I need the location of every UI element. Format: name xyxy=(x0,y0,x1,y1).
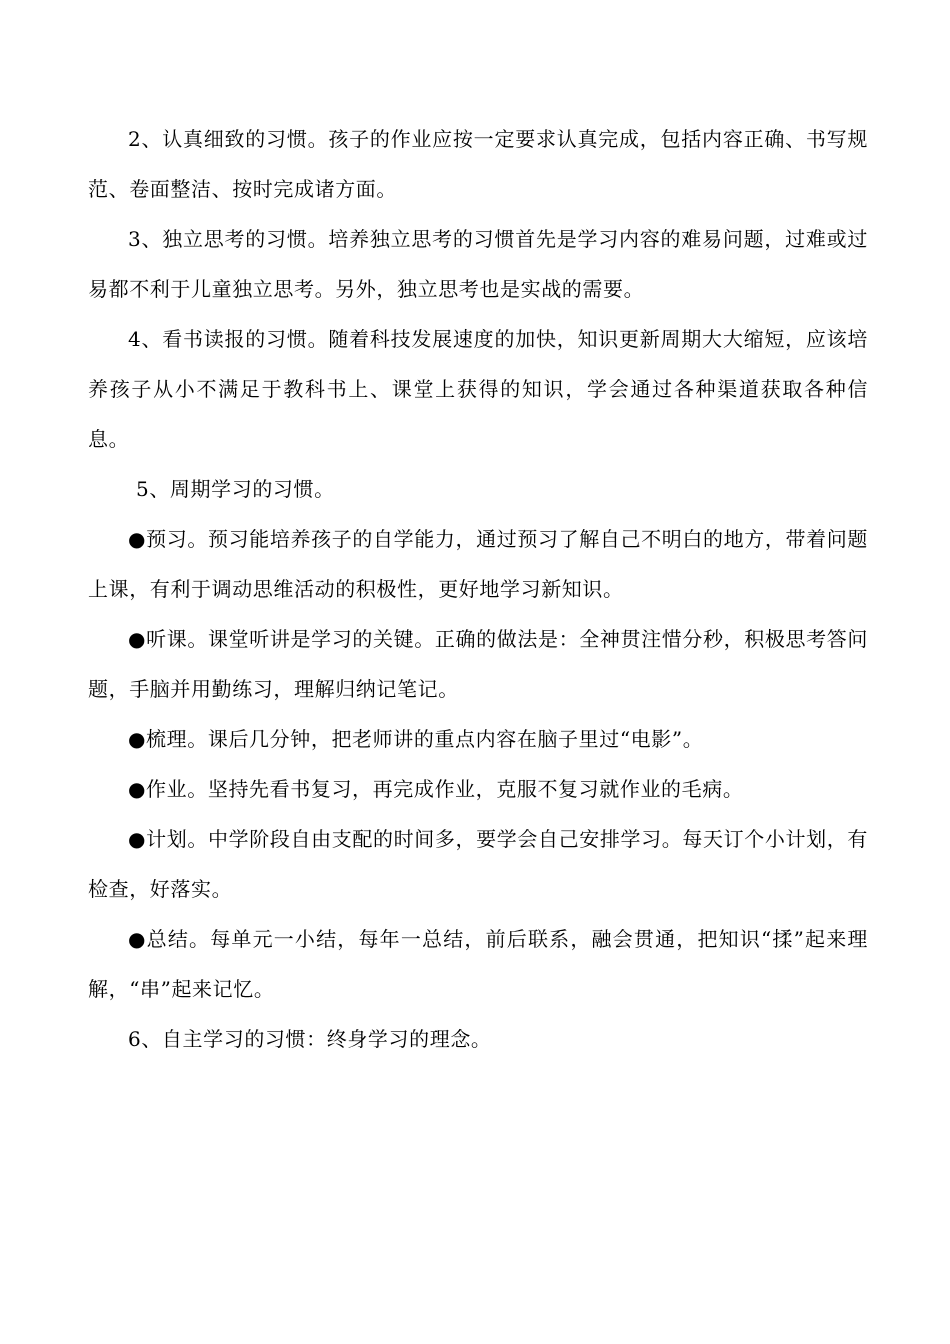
paragraph-self-learning: 6、自主学习的习惯：终身学习的理念。 xyxy=(128,1027,492,1051)
bullet-listening: ●听课。课堂听讲是学习的关键。正确的做法是：全神贯注惜分秒，积极思考答问题，手脑并用勤练习，理解归纳记笔记。 xyxy=(88,627,868,701)
bullet-planning: ●计划。中学阶段自由支配的时间多，要学会自己安排学习。每天订个小计划，有检查，好落实。 xyxy=(88,827,868,901)
bullet-review: ●梳理。课后几分钟，把老师讲的重点内容在脑子里过“电影”。 xyxy=(128,727,704,751)
paragraph-reading-habit: 4、看书读报的习惯。随着科技发展速度的加快，知识更新周期大大缩短，应该培养孩子从小不满足于教科书上、课堂上获得的知识，学会通过各种渠道获取各种信息。 xyxy=(88,327,868,451)
paragraph-periodic-learning: 5、周期学习的习惯。 xyxy=(136,477,335,501)
paragraph-independent-thinking: 3、独立思考的习惯。培养独立思考的习惯首先是学习内容的难易问题，过难或过易都不利于儿童独立思考。另外，独立思考也是实战的需要。 xyxy=(88,227,868,301)
bullet-preview: ●预习。预习能培养孩子的自学能力，通过预习了解自己不明白的地方，带着问题上课，有利于调动思维活动的积极性，更好地学习新知识。 xyxy=(88,527,868,601)
bullet-homework: ●作业。坚持先看书复习，再完成作业，克服不复习就作业的毛病。 xyxy=(128,777,744,801)
paragraph-careful-habit: 2、认真细致的习惯。孩子的作业应按一定要求认真完成，包括内容正确、书写规范、卷面整洁、按时完成诸方面。 xyxy=(88,127,868,201)
document-body xyxy=(88,114,868,1064)
bullet-summary: ●总结。每单元一小结，每年一总结，前后联系，融会贯通，把知识“揉”起来理解，“串”起来记忆。 xyxy=(88,927,868,1001)
